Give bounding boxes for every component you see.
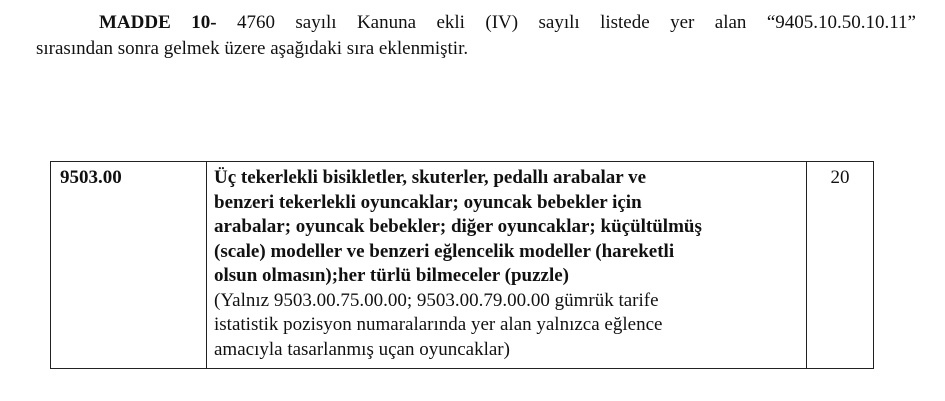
- description-line: benzeri tekerlekli oyuncaklar; oyuncak bebekler için: [214, 191, 642, 213]
- article-line-1: [36, 10, 916, 36]
- note-line: istatistik pozisyon numaralarında yer alan yalnızca eğlence: [214, 314, 663, 335]
- description-line: (scale) modeller ve benzeri eğlencelik modeller (hareketli: [214, 240, 675, 262]
- article-heading: MADDE 10-: [99, 12, 217, 33]
- description-line: arabalar; oyuncak bebekler; diğer oyuncaklar; küçültülmüş: [214, 216, 702, 237]
- article-paragraph: [36, 10, 916, 62]
- note-line: (Yalnız 9503.00.75.00.00; 9503.00.79.00.00 gümrük tarife: [214, 289, 659, 311]
- article-line-1-text: 4760 sayılı Kanuna ekli (IV) sayılı listede yer alan “9405.10.50.10.11”: [216, 12, 916, 33]
- description-line: Üç tekerlekli bisikletler, skuterler, pedallı arabalar ve: [214, 167, 647, 188]
- tariff-table: [50, 161, 874, 369]
- rate-cell: 20: [807, 162, 874, 369]
- table-row: [51, 162, 874, 369]
- note-line: amacıyla tasarlanmış uçan oyuncaklar): [214, 338, 510, 360]
- tariff-code-cell: 9503.00: [51, 162, 207, 369]
- description-line: olsun olmasın);her türlü bilmeceler (puzzle): [214, 265, 569, 286]
- description-cell: [207, 162, 807, 369]
- article-line-2: sırasından sonra gelmek üzere aşağıdaki sıra eklenmiştir.: [36, 38, 469, 59]
